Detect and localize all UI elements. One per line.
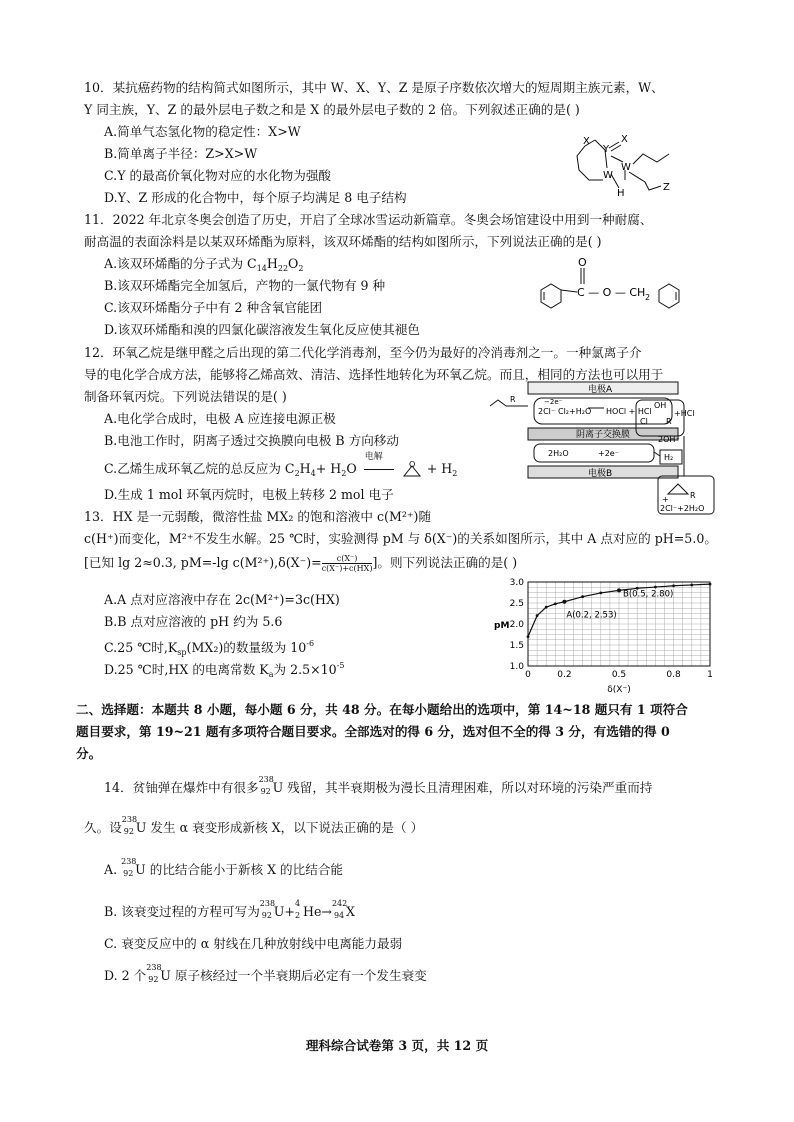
oh-label: OH	[654, 401, 667, 410]
q14-option-d: D. 2 个 238 92 U 原子核经过一个半衰期后必定有一个发生衰变	[104, 963, 427, 984]
data-point	[709, 583, 712, 586]
q12-stem-line2: 导的电化学合成方法，能够将乙烯高效、清洁、选择性地转化为环氧乙烷。而且，相同的方法也可以用于	[84, 367, 664, 382]
product-plus-label: +	[662, 495, 669, 504]
delta-fraction: $\frac{c(X^-)}{c(X^-)+c(HX)}$	[321, 554, 373, 573]
svg-text:O: O	[408, 460, 416, 469]
q12-stem-line3: 制备环氧丙烷。下列说法错误的是( )	[84, 389, 287, 404]
x-tick-label: 0.5	[611, 670, 627, 680]
y-tick-label: 2.0	[509, 620, 524, 630]
q13-stem-line3: [已知 lg 2≈0.3, pM=-lg c(M²⁺),δ(X⁻)= $\frac{c(X^-)}{c(X^-)+c(HX)}$ ]。则下列说法正确的是( )	[84, 554, 518, 573]
pm-delta-chart	[488, 574, 720, 696]
plus-2e-label: +2e⁻	[598, 449, 619, 458]
q10-option-b: B.简单离子半径：Z>X>W	[104, 146, 258, 161]
annotation-label: B(0.5, 2.80)	[623, 589, 674, 600]
data-point	[545, 606, 548, 609]
h2-label: H₂	[664, 453, 674, 462]
q13-option-d: D.25 ℃时,HX 的电离常数 $K_a$为 $2.5\times 10^{-5}$	[104, 661, 345, 679]
r-label: R	[510, 395, 516, 404]
epoxide-icon	[401, 461, 423, 479]
electrode-a-label: 电极A	[588, 385, 613, 395]
section2-line3: 分。	[76, 746, 102, 761]
q11-option-d: D.该双环烯酯和溴的四氯化碳溶液发生氧化反应使其褪色	[104, 322, 420, 337]
q13-option-b: B.B 点对应溶液的 pH 约为 5.6	[104, 614, 283, 629]
u238-nuclide: 238 92	[121, 857, 137, 878]
q12-option-c: C.乙烯生成环氧乙烷的总反应为 $C_2H_4+ H_2O$ 电解 O + $H_2$	[104, 459, 457, 484]
y-tick-label: 1.0	[509, 662, 524, 672]
data-point	[581, 595, 584, 598]
q10-stem-line1: 10．某抗癌药物的结构简式如图所示，其中 W、X、Y、Z 是原子序数依次增大的短周期主族元素，W、	[84, 80, 664, 95]
data-point	[527, 635, 530, 638]
y-axis-label: pM	[494, 621, 510, 631]
x-tick-label: 0	[525, 670, 531, 680]
u238-nuclide: 238 92	[121, 815, 138, 836]
h-label: H	[617, 188, 625, 199]
q13-option-c: C.25 ℃时$,K_{sp}(MX_2)$的数量级为 $10^{-6}$	[104, 639, 315, 657]
x-tick-label: 0.8	[666, 670, 681, 680]
electrode-b-label: 电极B	[588, 469, 613, 479]
electrolysis-condition: 电解	[364, 452, 383, 462]
data-point	[536, 614, 539, 617]
y-label: Y	[603, 144, 610, 155]
q13-option-a: A.A 点对应溶液中存在 2c(M²⁺)=3c(HX)	[104, 592, 340, 607]
q10-option-c: C.Y 的最高价氧化物对应的水化物为强酸	[104, 168, 332, 183]
section2-line2: 题目要求，第 19~21 题有多项符合题目要求。全部选对的得 6 分，选对但不全的得 3 分，有选错的得 0	[76, 724, 670, 739]
y-tick-label: 1.5	[509, 641, 524, 651]
annotation-point	[617, 588, 621, 592]
section2-line1: 二、选择题：本题共 8 小题，每小题 6 分，共 48 分。在每小题给出的选项中，第 14~18 题只有 1 项符合	[76, 702, 688, 717]
q11-structure-figure	[535, 254, 695, 314]
x-label: X	[583, 136, 590, 147]
q11-option-b: B.该双环烯酯完全加氢后，产物的一氯代物有 9 种	[104, 278, 386, 293]
ch2-subscript: 2	[645, 293, 651, 302]
q14-option-c: C. 衰变反应中的 α 射线在几种放射线中电离能力最弱	[104, 936, 403, 951]
u238-nuclide: 238 92	[259, 899, 276, 920]
q11-stem-line2: 耐高温的表面涂料是以某双环烯酯为原料，该双环烯酯的结构如图所示，下列说法正确的是( )	[84, 234, 602, 249]
q10-structure-figure	[565, 128, 695, 200]
q14-option-a: A. 238 92 U 的比结合能小于新核 X 的比结合能	[104, 857, 344, 878]
r-product-label: R	[666, 417, 672, 426]
x-label-2: X	[621, 134, 628, 145]
data-point	[672, 584, 675, 587]
q13-stem-line1: 13．HX 是一元弱酸，微溶性盐 MX₂ 的饱和溶液中 c(M²⁺)随	[84, 509, 432, 524]
q11-option-c: C.该双环烯酯分子中有 2 种含氧官能团	[104, 300, 323, 315]
q11-option-a: A.该双环烯酯的分子式为 $C_{14}H_{22}O_2$	[104, 256, 304, 273]
two-oh-label: 2OH⁻	[658, 435, 680, 444]
q11-stem-line1: 11．2022 年北京冬奥会创造了历史，开启了全球冰雪运动新篇章。冬奥会场馆建设中用到一种耐腐、	[84, 212, 653, 227]
y-tick-label: 3.0	[509, 578, 524, 588]
q13-stem-line2: c(H⁺)而变化，M²⁺不发生水解。25 ℃时，实验测得 pM 与 δ(X⁻)的关系如图所示，其中 A 点对应的 pH=5.0。	[84, 531, 717, 546]
q14-option-b: B. 该衰变过程的方程可写为 238 92 U+ 4 2 He→ 242 94 X	[104, 899, 355, 920]
q12-electrolysis-figure	[488, 380, 718, 518]
q10-stem-line2: Y 同主族，Y、Z 的最外层电子数之和是 X 的最外层电子数的 2 倍。下列叙述正确的是( )	[84, 102, 580, 117]
annotation-point	[562, 600, 566, 604]
y-tick-label: 2.5	[509, 599, 524, 609]
data-point	[654, 586, 657, 589]
q12-option-d: D.生成 1 mol 环氧丙烷时，电极上转移 2 mol 电子	[104, 487, 394, 502]
data-point	[599, 592, 602, 595]
data-point	[554, 602, 557, 605]
product-tail-label: 2Cl⁻+2H₂O	[660, 504, 705, 513]
chloride-label: 2Cl⁻	[538, 407, 556, 416]
q12-stem-line1: 12．环氧乙烷是继甲醛之后出现的第二代化学消毒剂，至今仍为最好的冷消毒剂之一。一种氯离子介	[84, 345, 642, 360]
q10-option-d: D.Y、Z 形成的化合物中，每个原子均满足 8 电子结构	[104, 190, 407, 205]
z-label: Z	[663, 182, 670, 193]
x242-nuclide: 242 94	[331, 899, 348, 920]
hocl-hcl-label: HOCl + HCl	[606, 407, 652, 416]
product-r-label: R	[690, 491, 696, 500]
cl-label: Cl	[640, 417, 648, 426]
x-tick-label: 0.2	[557, 670, 572, 680]
cl2-h2o-label: Cl₂+H₂O	[558, 407, 592, 416]
u238-nuclide: 238 92	[146, 963, 162, 984]
u238-nuclide: 238 92	[258, 775, 274, 796]
annotation-label: A(0.2, 2.53)	[566, 610, 617, 621]
page-footer: 理科综合试卷第 3 页，共 12 页	[305, 1038, 489, 1053]
q10-option-a: A.简单气态氢化物的稳定性：X>W	[104, 124, 301, 139]
carbonyl-o-label: O	[578, 256, 587, 269]
x-tick-label: 1	[707, 670, 713, 680]
q14-stem-line2: 久。设 238 92 U 发生 α 衰变形成新核 X，以下说法正确的是（ ）	[84, 815, 424, 836]
plus-hcl-label: +HCl	[674, 409, 695, 418]
ester-chain-label: C — O — CH	[577, 286, 646, 299]
minus-2e-label: −2e⁻	[544, 398, 563, 406]
he4-nuclide: 4 2	[294, 899, 301, 920]
q14-stem-line1: 14．贫铀弹在爆炸中有很多 238 92 U 残留，其半衰期极为漫长且清理困难，所以对环境的污染严重而持	[104, 775, 653, 796]
w-label: W	[621, 162, 631, 173]
w-label-2: W	[603, 170, 613, 181]
two-h2o-label: 2H₂O	[548, 449, 569, 458]
q12-option-b: B.电池工作时，阴离子透过交换膜向电极 B 方向移动	[104, 433, 399, 448]
q12-option-a: A.电化学合成时，电极 A 应连接电源正极	[104, 411, 336, 426]
data-point	[690, 584, 693, 587]
membrane-label: 阴离子交换膜	[576, 430, 631, 440]
x-axis-label: δ(X⁻)	[607, 685, 631, 695]
